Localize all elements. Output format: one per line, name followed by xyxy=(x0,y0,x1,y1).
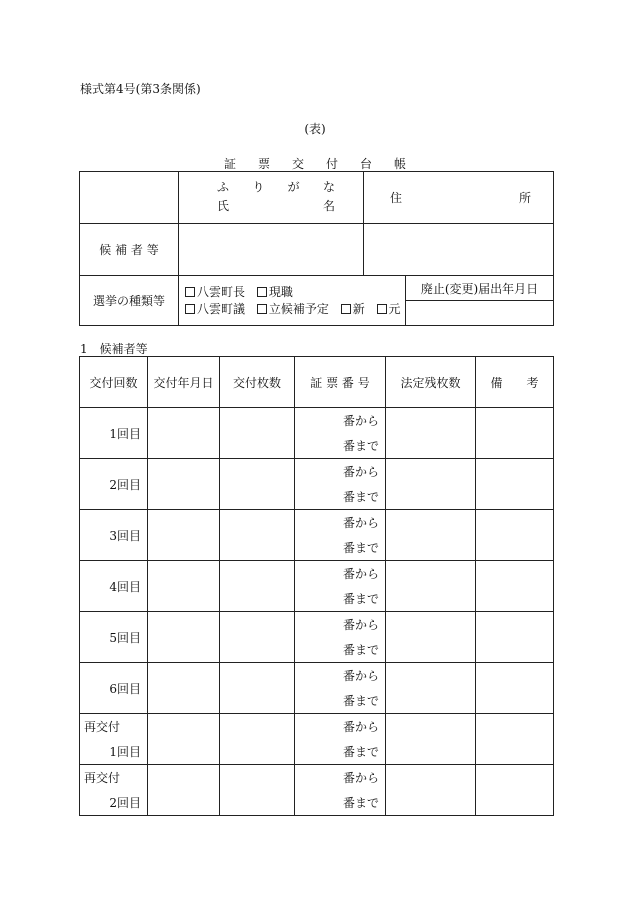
issue-quantity-field[interactable] xyxy=(220,714,295,765)
to-label: 番まで xyxy=(342,796,379,810)
issue-count-label: 3回目 xyxy=(109,528,141,543)
table-row xyxy=(80,663,554,714)
to-label: 番まで xyxy=(342,745,379,759)
issuance-table xyxy=(79,356,554,816)
option-label: 元 xyxy=(388,301,401,316)
certificate-number-field[interactable] xyxy=(295,765,386,816)
candidate-label: 候 補 者 等 xyxy=(80,224,179,276)
table-row xyxy=(80,459,554,510)
legal-remaining-field[interactable] xyxy=(386,510,476,561)
remarks-field[interactable] xyxy=(476,612,554,663)
remarks-field[interactable] xyxy=(476,714,554,765)
furigana-row xyxy=(179,176,363,195)
header-remarks: 備 考 xyxy=(476,357,554,408)
table-row xyxy=(80,714,554,765)
issue-quantity-field[interactable] xyxy=(220,663,295,714)
election-options-cell xyxy=(179,276,406,326)
header-issue-count: 交付回数 xyxy=(80,357,148,408)
from-label: 番から xyxy=(342,720,379,734)
header-issue-date: 交付年月日 xyxy=(148,357,220,408)
issue-quantity-field[interactable] xyxy=(220,612,295,663)
issue-count-label: 2回目 xyxy=(109,477,141,492)
from-label: 番から xyxy=(342,771,379,785)
name-field[interactable] xyxy=(179,224,364,276)
option-label: 立候補予定 xyxy=(268,301,329,316)
issue-count-cell xyxy=(80,612,148,663)
option-label: 八雲町議 xyxy=(197,301,246,316)
remarks-field[interactable] xyxy=(476,561,554,612)
issue-count-cell xyxy=(80,561,148,612)
table-row xyxy=(80,765,554,816)
certificate-number-field[interactable] xyxy=(295,561,386,612)
address-char: 住 xyxy=(390,191,403,205)
table-header-row xyxy=(80,357,554,408)
options-line-1 xyxy=(185,284,405,301)
address-char: 所 xyxy=(518,191,531,205)
issue-date-field[interactable] xyxy=(148,714,220,765)
option-label: 現職 xyxy=(268,284,293,299)
furigana-char: り xyxy=(252,179,265,194)
issue-count-label: 1回目 xyxy=(109,745,141,759)
issue-count-label: 4回目 xyxy=(109,579,141,594)
issue-date-field[interactable] xyxy=(148,408,220,459)
certificate-number-field[interactable] xyxy=(295,714,386,765)
from-label: 番から xyxy=(342,465,379,479)
to-label: 番まで xyxy=(342,643,379,657)
issue-date-field[interactable] xyxy=(148,459,220,510)
issue-count-cell xyxy=(80,510,148,561)
reissue-label: 再交付 xyxy=(84,720,121,734)
checkbox-icon[interactable] xyxy=(185,304,195,314)
name-header-cell xyxy=(179,172,364,224)
form-number: 様式第4号(第3条関係) xyxy=(80,82,201,96)
to-label: 番まで xyxy=(342,541,379,555)
remarks-field[interactable] xyxy=(476,663,554,714)
table-row xyxy=(80,612,554,663)
remarks-field[interactable] xyxy=(476,765,554,816)
furigana-char: が xyxy=(287,179,300,194)
issue-count-cell xyxy=(80,765,148,816)
checkbox-icon[interactable] xyxy=(341,304,351,314)
certificate-number-field[interactable] xyxy=(295,612,386,663)
table-row xyxy=(80,561,554,612)
checkbox-icon[interactable] xyxy=(377,304,387,314)
legal-remaining-field[interactable] xyxy=(386,408,476,459)
address-header-cell xyxy=(364,172,554,224)
legal-remaining-field[interactable] xyxy=(386,765,476,816)
header-issue-quantity: 交付枚数 xyxy=(220,357,295,408)
legal-remaining-field[interactable] xyxy=(386,459,476,510)
to-label: 番まで xyxy=(342,490,379,504)
from-label: 番から xyxy=(342,567,379,581)
candidate-info-table xyxy=(79,171,554,326)
issue-count-label: 2回目 xyxy=(109,796,141,810)
checkbox-icon[interactable] xyxy=(257,287,267,297)
issue-count-label: 6回目 xyxy=(109,681,141,696)
abolition-date-field[interactable] xyxy=(406,301,554,326)
table-row xyxy=(80,510,554,561)
certificate-number-field[interactable] xyxy=(295,459,386,510)
issue-count-cell xyxy=(80,459,148,510)
issue-count-cell xyxy=(80,663,148,714)
option-label: 八雲町長 xyxy=(197,284,246,299)
issue-quantity-field[interactable] xyxy=(220,561,295,612)
certificate-number-field[interactable] xyxy=(295,408,386,459)
certificate-number-field[interactable] xyxy=(295,510,386,561)
option-label: 新 xyxy=(352,301,365,316)
issue-date-field[interactable] xyxy=(148,612,220,663)
address-field[interactable] xyxy=(364,224,554,276)
options-line-2 xyxy=(185,301,405,318)
issue-quantity-field[interactable] xyxy=(220,765,295,816)
issue-date-field[interactable] xyxy=(148,561,220,612)
reissue-label: 再交付 xyxy=(84,771,121,785)
header-certificate-number: 証 票 番 号 xyxy=(295,357,386,408)
issue-date-field[interactable] xyxy=(148,663,220,714)
issue-count-label: 5回目 xyxy=(109,630,141,645)
legal-remaining-field[interactable] xyxy=(386,612,476,663)
from-label: 番から xyxy=(342,669,379,683)
legal-remaining-field[interactable] xyxy=(386,714,476,765)
to-label: 番まで xyxy=(342,694,379,708)
from-label: 番から xyxy=(342,516,379,530)
to-label: 番まで xyxy=(342,439,379,453)
issue-quantity-field[interactable] xyxy=(220,510,295,561)
name-char: 名 xyxy=(322,198,335,213)
document-title: 証票交付台帳 xyxy=(223,157,428,171)
blank-label-cell xyxy=(80,172,179,224)
furigana-char: な xyxy=(322,179,335,194)
remarks-field[interactable] xyxy=(476,408,554,459)
table-row xyxy=(80,408,554,459)
issue-quantity-field[interactable] xyxy=(220,459,295,510)
certificate-number-field[interactable] xyxy=(295,663,386,714)
from-label: 番から xyxy=(342,618,379,632)
issue-date-field[interactable] xyxy=(148,510,220,561)
legal-remaining-field[interactable] xyxy=(386,561,476,612)
issue-count-label: 1回目 xyxy=(109,426,141,441)
furigana-char: ふ xyxy=(217,179,230,194)
election-type-label: 選挙の種類等 xyxy=(80,276,179,326)
to-label: 番まで xyxy=(342,592,379,606)
checkbox-icon[interactable] xyxy=(257,304,267,314)
name-char: 氏 xyxy=(217,198,230,213)
side-label: (表) xyxy=(304,122,326,136)
name-label-row xyxy=(179,195,363,220)
issue-date-field[interactable] xyxy=(148,765,220,816)
remarks-field[interactable] xyxy=(476,459,554,510)
remarks-field[interactable] xyxy=(476,510,554,561)
checkbox-icon[interactable] xyxy=(185,287,195,297)
issue-count-cell xyxy=(80,408,148,459)
issue-quantity-field[interactable] xyxy=(220,408,295,459)
issue-count-cell xyxy=(80,714,148,765)
abolition-date-label: 廃止(変更)届出年月日 xyxy=(406,276,554,301)
header-legal-remaining: 法定残枚数 xyxy=(386,357,476,408)
legal-remaining-field[interactable] xyxy=(386,663,476,714)
from-label: 番から xyxy=(342,414,379,428)
section-title: 1 候補者等 xyxy=(80,342,148,356)
